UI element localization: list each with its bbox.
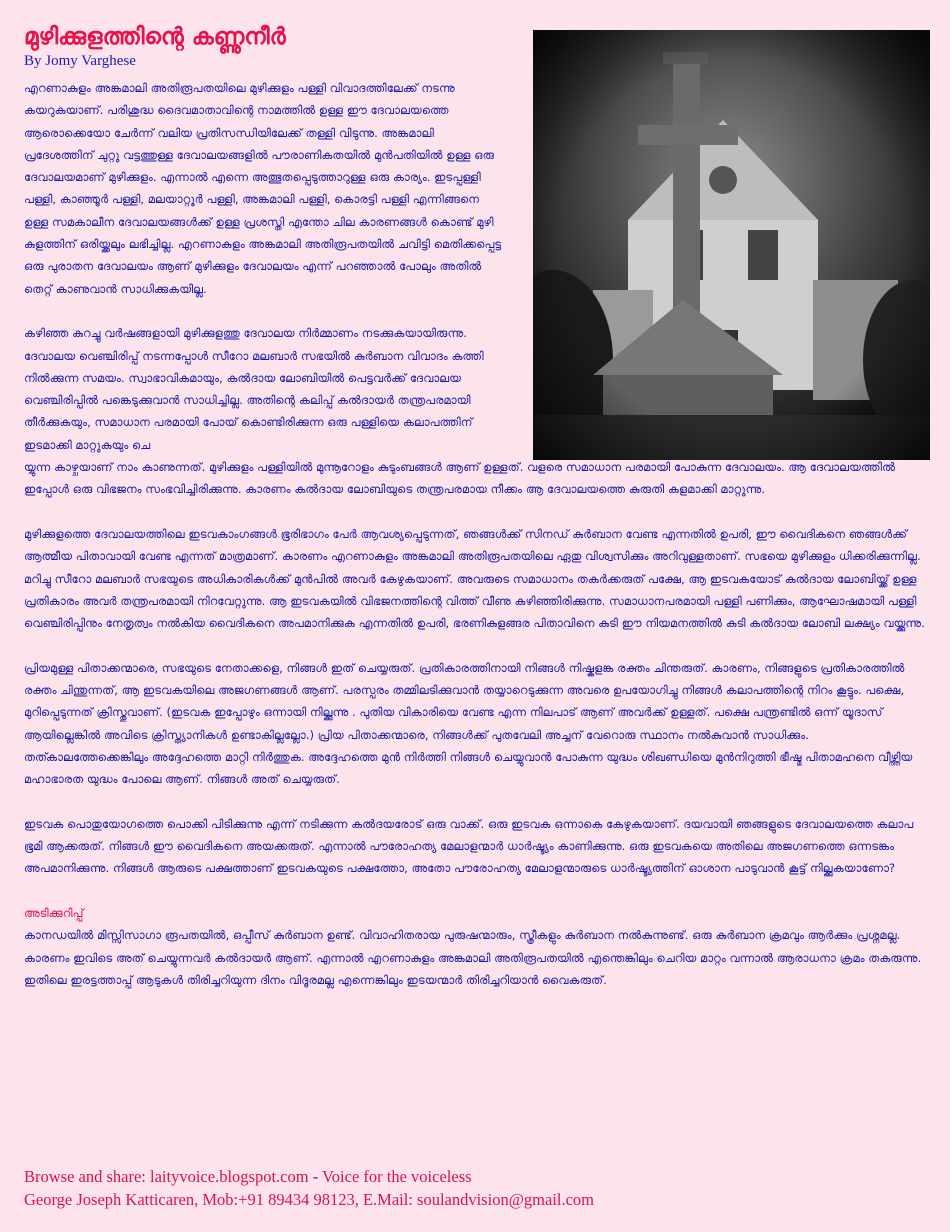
article-body bbox=[24, 77, 929, 1013]
footer-contact: George Joseph Katticaren, Mob:+91 89434 98123, E.Mail: soulandvision@gmail.com bbox=[24, 1190, 594, 1209]
footnote-label: അടിക്കുറിപ്പ് bbox=[24, 905, 84, 920]
paragraph-3: മുഴിക്കുളത്തെ ദേവാലയത്തിലെ ഇടവകാംഗങ്ങൾ ഭൂരിഭാഗം പേർ ആവശ്യപ്പെടുന്നത്, ഞങ്ങൾക്ക് സിനഡ് കുർബാന വേണ്ട എന്നതിൽ ഉപരി, ഈ വൈദികനെ ഞങ്ങൾക്ക് ആത്മീയ പിതാവായി വേണ്ട എന്നത് മാത്രമാണ്. കാരണം എറണാകുളം അങ്കമാലി അതിരൂപതയിലെ ഏതു വിശ്വസിക്കും അറിവുള്ളതാണ്. സഭയെ മുഴിക്കുളം ധിക്കരിക്കുന്നില്ല. മറിച്ചു സീറോ മലബാർ സഭയുടെ അധികാരികൾക്ക് മുൻപിൽ അവർ കേഴുകയാണ്. അവരുടെ സമാധാനം തകർക്കരുത് പക്ഷേ, ആ ഇടവകയോട് കൽദായ ലോബിയ്ക്ക് ഉള്ള പ്രതികാരം അവർ തന്ത്രപരമായി നിറവേറ്റുന്നു. ആ ഇടവകയിൽ വിഭജനത്തിന്റെ വിത്ത് വീണു കഴിഞ്ഞിരിക്കുന്നു. സമാധാനപരമായി പള്ളി പണിക്കും, ആഘോഷമായി പള്ളി വെഞ്ചിരിപ്പിനും നേതൃത്വം നൽകിയ വൈദികനെ അപമാനിക്കുക എന്നതിൽ ഉപരി, ഭരണികുളങ്ങര പിതാവിനെ കുടി ഈ നിയമനത്തിൽ കുടി കൽദായ ലോബി ലക്ഷ്യം വയ്ക്കുന്നു. bbox=[24, 526, 925, 631]
footer-tagline: Voice for the voiceless bbox=[322, 1167, 472, 1186]
blog-link[interactable]: Browse and share: laityvoice.blogspot.com bbox=[24, 1167, 309, 1186]
paragraph-2-start: കഴിഞ്ഞ കുറച്ചു വർഷങ്ങളായി മുഴിക്കുളത്തു ദേവാലയ നിർമ്മാണം നടക്കുകയായിരുന്നു. ദേവാലയ വെഞ്ചിരിപ്പ് നടന്നപ്പോൾ സീറോ മലബാർ സഭയിൽ കുർബാന വിവാദം കത്തി നിൽക്കുന്ന സമയം. സ്വാഭാവികമായും, കൽദായ ലോബിയിൽ പെട്ടവർക്ക് ദേവാലയ വെഞ്ചിരിപ്പിൽ പങ്കെടുക്കുവാൻ സാധിച്ചില്ല. അതിന്റെ കലിപ്പ് കൽദായർ തന്ത്രപരമായി തീർക്കുകയും, സമാധാന പരമായി പോയ് കൊണ്ടിരിക്കുന്ന ഒരു പള്ളിയെ കലാപത്തിന് ഇടമാക്കി മാറ്റുകയും ചെ bbox=[24, 326, 484, 452]
paragraph-5: ഇടവക പൊതുയോഗത്തെ പൊക്കി പിടിക്കുന്നു എന്ന് നടിക്കുന്ന കൽദയരോട് ഒരു വാക്ക്. ഒരു ഇടവക ഒന്നാകെ കേഴുകയാണ്. ദയവായി ഞങ്ങളുടെ ദേവാലയത്തെ കലാപ ഭൂമി ആക്കരുത്. നിങ്ങൾ ഈ വൈദികനെ അയക്കരുത്. എന്നാൽ പൗരോഹത്യ മേലാളന്മാർ ധാർഷ്ട്യം കാണിക്കുന്നു. ഒരു ഇടവകയെ അതിലെ അജഗണത്തെ ഒന്നടങ്കം അപമാനിക്കുന്നു. നിങ്ങൾ ആരുടെ പക്ഷത്താണ് ഇടവകയുടെ പക്ഷത്തോ, അതോ പൗരോഹത്യ മേലാളന്മാരുടെ ധാർഷ്ട്യത്തിന് ഓശാന പാടുവാൻ കൂട്ട് നില്ക്കുകയാണോ? bbox=[24, 816, 914, 876]
page-footer bbox=[24, 1165, 929, 1211]
footer-separator: - bbox=[308, 1167, 323, 1186]
paragraph-2-end: യ്യുന്ന കാഴ്ചയാണ് നാം കാണുന്നത്. മുഴിക്കുളം പള്ളിയിൽ മുന്നൂറോളം കുടുംബങ്ങൾ ആണ് ഉള്ളത്. വളരെ സമാധാന പരമായി പോകുന്ന ദേവാലയം. ആ ദേവാലയത്തിൽ ഇപ്പോൾ ഒരു വിഭജനം സംഭവിച്ചിരിക്കുന്നു. കാരണം കൽദായ ലോബിയുടെ തന്ത്രപരമായ നീക്കം ആ ദേവാലയത്തെ കുരുതി കളമാക്കി മാറ്റുന്നു. bbox=[24, 460, 895, 497]
footer-browse-line bbox=[24, 1165, 929, 1188]
paragraph-1: എറണാകുളം അങ്കമാലി അതിരൂപതയിലെ മുഴിക്കുളം പള്ളി വിവാദത്തിലേക്ക് നടന്നു കയറുകയാണ്. പരിശുദ്ധ ദൈവമാതാവിന്റെ നാമത്തിൽ ഉള്ള ഈ ദേവാലയത്തെ ആരൊക്കെയോ ചേർന്ന് വലിയ പ്രതിസന്ധിയിലേക്ക് തള്ളി വിടുന്നു. അങ്കമാലി പ്രദേശത്തിന് ചുറ്റു വട്ടത്തുള്ള ദേവാലയങ്ങളിൽ പൗരാണികതയിൽ മുൻപതിയിൽ ഉള്ള ഒരു ദേവാലയമാണ് മുഴിക്കുളം. എന്നാൽ എന്നെ അത്ഭുതപ്പെടുത്താറുള്ള ഒരു കാര്യം. ഇടപ്പള്ളി പള്ളി, കാഞ്ഞൂർ പള്ളി, മലയാറ്റൂർ പള്ളി, അങ്കമാലി പള്ളി, കൊരട്ടി പള്ളി എന്നിങ്ങനെ ഉള്ള സമകാലീന ദേവാലയങ്ങൾക്ക് ഉള്ള പ്രശസ്തി എന്തോ ചില കാരണങ്ങൾ കൊണ്ട് മുഴി കുളത്തിന് ഒരിയ്ക്കലും ലഭിച്ചില്ല. എറണാകുളം അങ്കമാലി അതിരൂപതയിൽ ചവിട്ടി മെതിക്കപ്പെട്ട ഒരു പുരാതന ദേവാലയം ആണ് മുഴിക്കുളം ദേവാലയം എന്ന് പറഞ്ഞാൽ പോലും അതിൽ തെറ്റ് കാണുവാൻ സാധിക്കുകയില്ല. bbox=[24, 81, 502, 296]
paragraph-4: പ്രിയമുള്ള പിതാക്കന്മാരെ, സഭയുടെ നേതാക്കളെ, നിങ്ങൾ ഇത് ചെയ്യരുത്. പ്രതികാരത്തിനായി നിങ്ങൾ നിഷ്കളങ്ക രക്തം ചിന്തരുത്. കാരണം, നിങ്ങളുടെ പ്രതികാരത്തിൽ രക്തം ചിന്തുന്നത്, ആ ഇടവകയിലെ അജഗണങ്ങൾ ആണ്. പരസ്പരം തമ്മിലടിക്കുവാൻ തയ്യാറെടുക്കുന്ന അവരെ ഉപയോഗിച്ചു നിങ്ങൾ കലാപത്തിന്റെ നിറം കൂട്ടും. പക്ഷെ, മുറിപ്പെടുന്നത് ക്രിസ്തുവാണ്. (ഇടവക ഇപ്പോഴും ഒന്നായി നില്ക്കുന്നു . പുതിയ വികാരിയെ വേണ്ട എന്ന നിലപാട് ആണ് അവർക്ക് ഉള്ളത്. പക്ഷെ പന്ത്രണ്ടിൽ ഒന്ന് യൂദാസ് ആയില്ലെങ്കിൽ അവിടെ ക്രിസ്ത്യാനികൾ ഉണ്ടാകില്ലല്ലോ.) പ്രിയ പിതാക്കന്മാരെ, നിങ്ങൾക്ക് പുതവേലി അച്ചന് വേറൊരു സ്ഥാനം നൽകുവാൻ സാധിക്കും. തത്കാലത്തേക്കെങ്കിലും അദ്ദേഹത്തെ മാറ്റി നിർത്തുക. അദ്ദേഹത്തെ മുൻ നിർത്തി നിങ്ങൾ ചെയ്യുവാൻ പോകുന്ന യുദ്ധം ശിഖണ്ഡിയെ മുൻനിറുത്തി ഭീഷ്മ പിതാമഹനെ വീഴ്ത്തിയ മഹാഭാരത യുദ്ധം പോലെ ആണ്. നിങ്ങൾ അത് ചെയ്യരുത്. bbox=[24, 660, 913, 787]
article-title: മുഴിക്കുളത്തിന്റെ കണ്ണുനീർ bbox=[24, 24, 286, 50]
footnote-text: കാനഡയിൽ മിസ്സിസാഗാ രൂപതയിൽ, ഒപ്പീസ് കുർബാന ഉണ്ട്. വിവാഹിതരായ പുരുഷന്മാരും, സ്ത്രീകളും കുർബാന നൽകുന്നുണ്ട്. ഒരു കുർബാന ക്രമവും ആർക്കും പ്രശ്നമല്ല. കാരണം ഇവിടെ അത് ചെയ്യുന്നവർ കൽദായർ ആണ്. എന്നാൽ എറണാകുളം അങ്കമാലി അതിരൂപതയിൽ എന്തെങ്കിലും ചെറിയ മാറ്റം വന്നാൽ ആരാധനാ ക്രമം തകരുന്നു. ഇതിലെ ഇരട്ടത്താപ്പ് ആടുകൾ തിരിച്ചറിയുന്ന ദിനം വിദൂരമല്ല എന്നെങ്കിലും ഇടയന്മാർ തിരിച്ചറിയാൻ വൈകരുത്. bbox=[24, 928, 922, 987]
author-byline: By Jomy Varghese bbox=[24, 53, 136, 69]
